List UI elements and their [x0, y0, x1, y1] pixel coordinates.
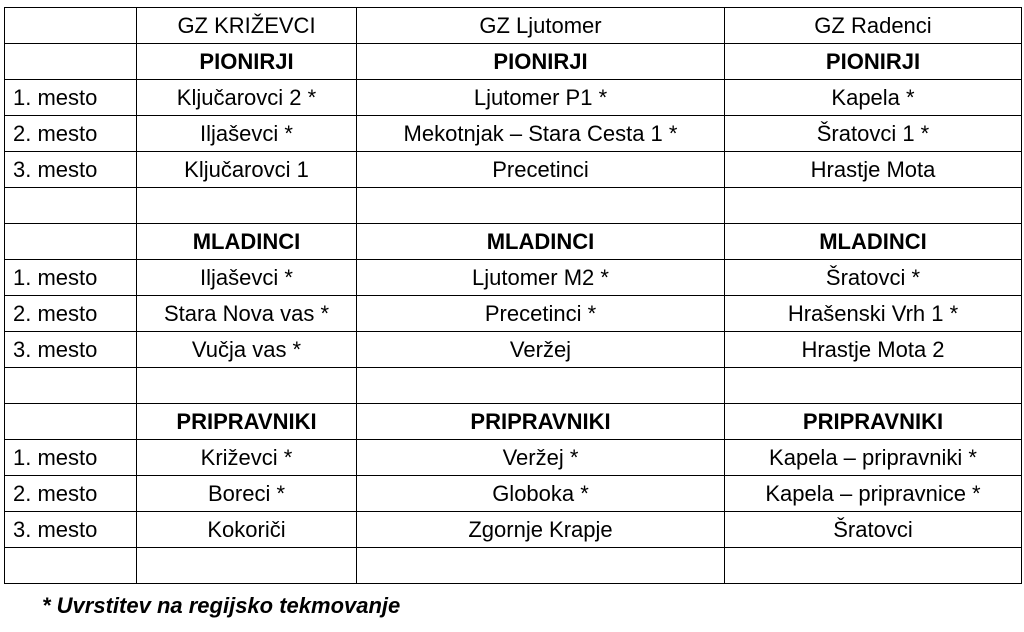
result-cell: Ključarovci 1: [137, 152, 357, 188]
category-label: PIONIRJI: [137, 44, 357, 80]
table-row: [5, 80, 1022, 116]
spacer-row: [5, 368, 1022, 404]
result-cell: Šratovci 1 *: [725, 116, 1022, 152]
result-cell: Vučja vas *: [137, 332, 357, 368]
category-label: MLADINCI: [357, 224, 725, 260]
result-cell: Stara Nova vas *: [137, 296, 357, 332]
place-label: 3. mesto: [5, 152, 137, 188]
result-cell: Kokoriči: [137, 512, 357, 548]
result-cell: Veržej *: [357, 440, 725, 476]
column-header-ljutomer: GZ Ljutomer: [357, 8, 725, 44]
results-table: [4, 7, 1022, 584]
empty-cell: [5, 188, 137, 224]
table-row: [5, 512, 1022, 548]
category-empty-cell: [5, 404, 137, 440]
header-row: [5, 8, 1022, 44]
table-row: [5, 440, 1022, 476]
category-row: [5, 44, 1022, 80]
category-label: PRIPRAVNIKI: [137, 404, 357, 440]
category-label: PIONIRJI: [357, 44, 725, 80]
empty-cell: [725, 548, 1022, 584]
empty-cell: [357, 368, 725, 404]
table-row: [5, 260, 1022, 296]
result-cell: Precetinci: [357, 152, 725, 188]
result-cell: Mekotnjak – Stara Cesta 1 *: [357, 116, 725, 152]
result-cell: Križevci *: [137, 440, 357, 476]
result-cell: Kapela – pripravnice *: [725, 476, 1022, 512]
empty-cell: [357, 188, 725, 224]
result-cell: Zgornje Krapje: [357, 512, 725, 548]
category-row: [5, 224, 1022, 260]
empty-cell: [137, 548, 357, 584]
place-label: 2. mesto: [5, 476, 137, 512]
table-row: [5, 116, 1022, 152]
result-cell: Hrastje Mota 2: [725, 332, 1022, 368]
column-header-krizevci: GZ KRIŽEVCI: [137, 8, 357, 44]
place-label: 1. mesto: [5, 80, 137, 116]
footnote: * Uvrstitev na regijsko tekmovanje: [42, 593, 401, 618]
result-cell: Kapela *: [725, 80, 1022, 116]
place-label: 1. mesto: [5, 260, 137, 296]
table-row: [5, 152, 1022, 188]
result-cell: Šratovci *: [725, 260, 1022, 296]
table-row: [5, 332, 1022, 368]
result-cell: Globoka *: [357, 476, 725, 512]
category-label: MLADINCI: [137, 224, 357, 260]
empty-cell: [725, 368, 1022, 404]
category-empty-cell: [5, 224, 137, 260]
result-cell: Kapela – pripravniki *: [725, 440, 1022, 476]
result-cell: Veržej: [357, 332, 725, 368]
result-cell: Precetinci *: [357, 296, 725, 332]
result-cell: Ljutomer P1 *: [357, 80, 725, 116]
result-cell: Hrašenski Vrh 1 *: [725, 296, 1022, 332]
result-cell: Šratovci: [725, 512, 1022, 548]
table-row: [5, 296, 1022, 332]
category-label: PRIPRAVNIKI: [725, 404, 1022, 440]
result-cell: Ključarovci 2 *: [137, 80, 357, 116]
result-cell: Iljaševci *: [137, 116, 357, 152]
category-empty-cell: [5, 44, 137, 80]
spacer-row: [5, 548, 1022, 584]
place-label: 1. mesto: [5, 440, 137, 476]
place-label: 3. mesto: [5, 332, 137, 368]
empty-cell: [357, 548, 725, 584]
place-label: 2. mesto: [5, 296, 137, 332]
result-cell: Boreci *: [137, 476, 357, 512]
category-label: PRIPRAVNIKI: [357, 404, 725, 440]
place-label: 2. mesto: [5, 116, 137, 152]
table-row: [5, 476, 1022, 512]
category-label: MLADINCI: [725, 224, 1022, 260]
empty-cell: [137, 368, 357, 404]
place-label: 3. mesto: [5, 512, 137, 548]
empty-cell: [137, 188, 357, 224]
header-empty-cell: [5, 8, 137, 44]
empty-cell: [5, 368, 137, 404]
empty-cell: [5, 548, 137, 584]
result-cell: Iljaševci *: [137, 260, 357, 296]
spacer-row: [5, 188, 1022, 224]
empty-cell: [725, 188, 1022, 224]
category-row: [5, 404, 1022, 440]
result-cell: Ljutomer M2 *: [357, 260, 725, 296]
result-cell: Hrastje Mota: [725, 152, 1022, 188]
category-label: PIONIRJI: [725, 44, 1022, 80]
column-header-radenci: GZ Radenci: [725, 8, 1022, 44]
